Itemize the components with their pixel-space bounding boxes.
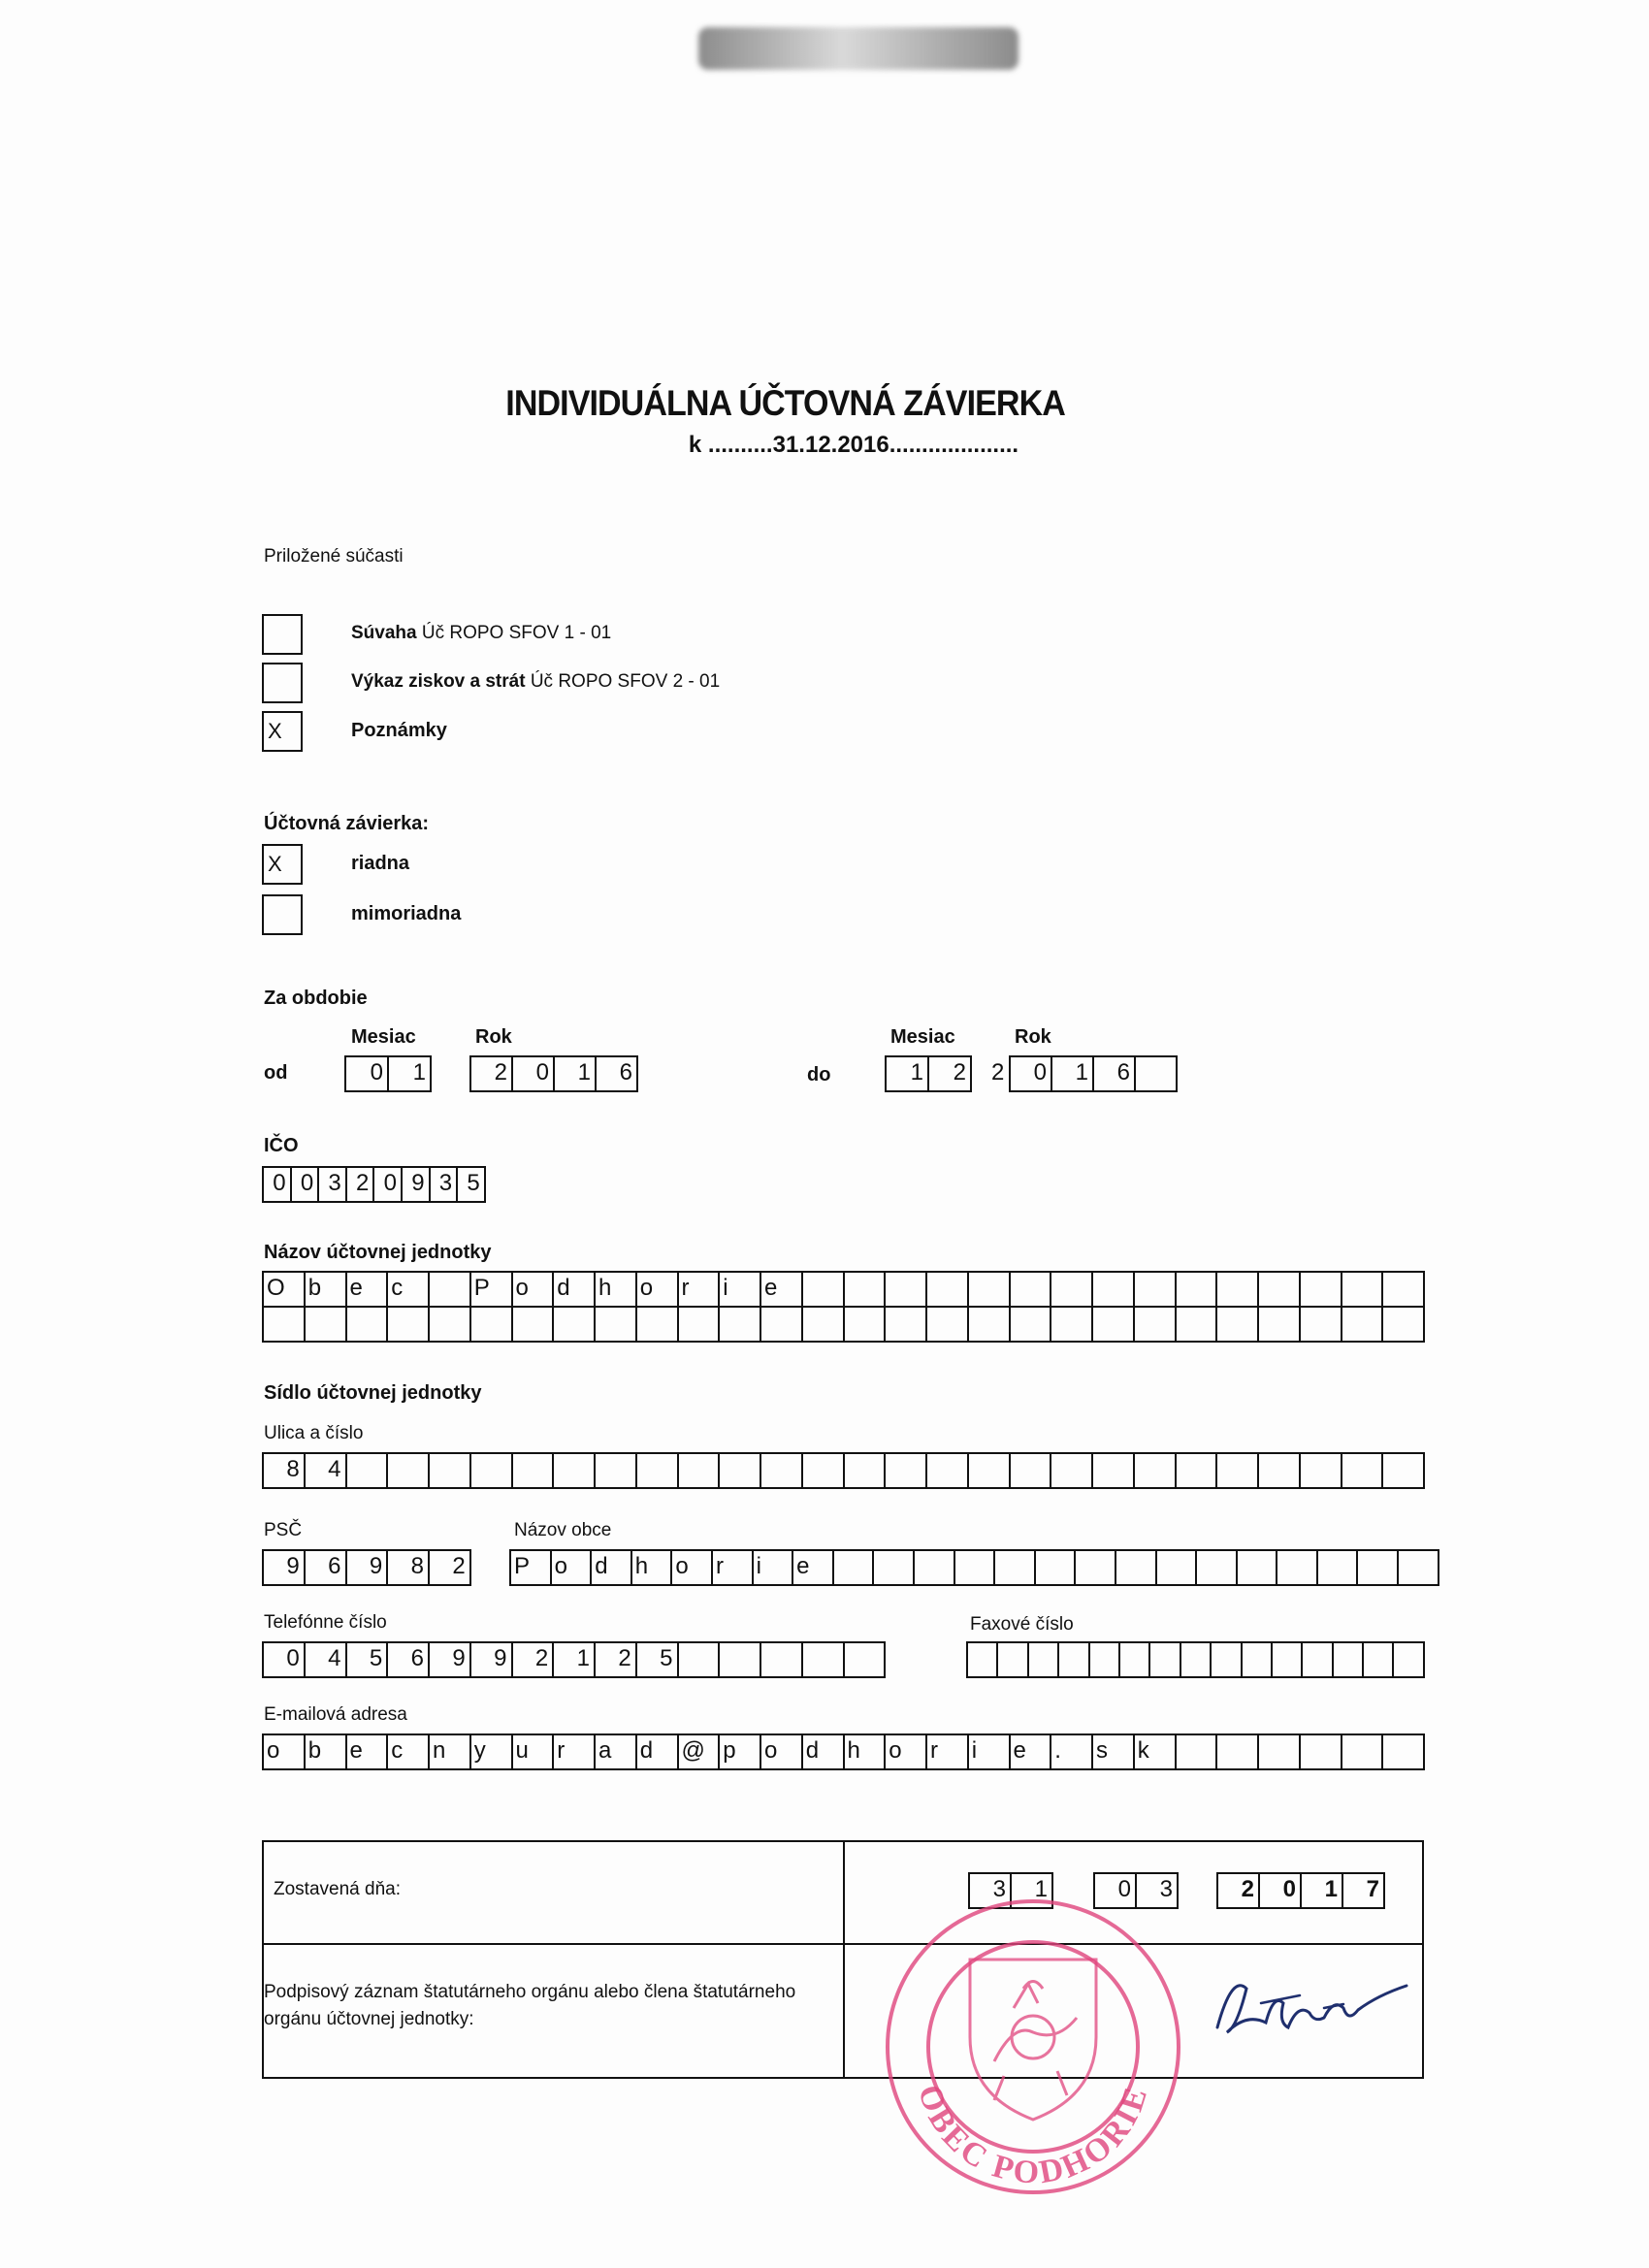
street-cell	[886, 1454, 927, 1487]
unit-name-cell	[845, 1306, 887, 1341]
city-cell: i	[754, 1551, 794, 1584]
fax-cell	[968, 1643, 998, 1676]
attachment-income-label	[351, 671, 720, 693]
street-cell	[513, 1454, 555, 1487]
from-month-cell: 1	[389, 1057, 432, 1090]
unit-name-cell: h	[596, 1273, 637, 1306]
unit-name-cell	[1093, 1306, 1135, 1341]
email-cell	[1383, 1735, 1425, 1768]
unit-name-field-row2[interactable]	[262, 1306, 1425, 1343]
phone-cell	[761, 1643, 803, 1676]
email-cell: y	[471, 1735, 513, 1768]
ico-label: IČO	[264, 1135, 299, 1156]
phone-cell: 9	[430, 1643, 471, 1676]
to-year-cell: 6	[1094, 1057, 1136, 1090]
redacted-header-smudge	[698, 27, 1018, 70]
city-cell: d	[592, 1551, 632, 1584]
unit-name-cell	[803, 1273, 845, 1306]
street-cell	[1259, 1454, 1301, 1487]
phone-cell	[679, 1643, 721, 1676]
unit-name-cell	[388, 1306, 430, 1341]
unit-name-cell	[886, 1273, 927, 1306]
unit-name-cell	[1259, 1273, 1301, 1306]
email-cell: h	[845, 1735, 887, 1768]
handwritten-signature	[1208, 1969, 1411, 2057]
ico-cell: 0	[264, 1168, 292, 1201]
street-cell	[1011, 1454, 1052, 1487]
psc-cell: 9	[347, 1551, 389, 1584]
street-cell	[637, 1454, 679, 1487]
unit-name-cell	[554, 1306, 596, 1341]
street-cell	[969, 1454, 1011, 1487]
unit-name-label: Názov účtovnej jednotky	[264, 1242, 492, 1263]
city-cell	[1238, 1551, 1278, 1584]
unit-name-cell	[306, 1306, 347, 1341]
compiled-month-cell: 0	[1095, 1874, 1137, 1907]
address-heading: Sídlo účtovnej jednotky	[264, 1382, 482, 1404]
unit-name-cell	[1383, 1306, 1425, 1341]
street-cell	[927, 1454, 969, 1487]
attachment-balance-label	[351, 623, 611, 644]
email-cell	[1342, 1735, 1384, 1768]
compiled-year-cell: 0	[1260, 1874, 1302, 1907]
city-field[interactable]	[509, 1549, 1439, 1586]
phone-cell: 5	[347, 1643, 389, 1676]
unit-name-cell	[596, 1306, 637, 1341]
street-cell	[1301, 1454, 1342, 1487]
to-month-cell: 1	[887, 1057, 929, 1090]
ico-cell: 9	[403, 1168, 431, 1201]
compiled-day-cell: 1	[1012, 1874, 1053, 1907]
ico-cell: 0	[292, 1168, 320, 1201]
ico-cell: 2	[347, 1168, 375, 1201]
city-cell: e	[793, 1551, 834, 1584]
closing-type-heading: Účtovná závierka:	[264, 813, 430, 834]
email-cell: a	[596, 1735, 637, 1768]
street-cell	[1383, 1454, 1425, 1487]
unit-name-cell	[1011, 1306, 1052, 1341]
unit-name-cell	[471, 1306, 513, 1341]
to-year-cell	[1136, 1057, 1178, 1090]
city-cell	[834, 1551, 875, 1584]
unit-name-cell: e	[761, 1273, 803, 1306]
unit-name-field-row1[interactable]	[262, 1271, 1425, 1308]
phone-cell: 9	[471, 1643, 513, 1676]
stamp-rings	[888, 1901, 1179, 2192]
to-month-label: Mesiac	[890, 1026, 955, 1048]
email-cell	[1301, 1735, 1342, 1768]
email-label: E-mailová adresa	[264, 1704, 407, 1725]
city-cell	[1358, 1551, 1399, 1584]
signature-table-divider	[843, 1840, 845, 2079]
psc-cell: 6	[306, 1551, 347, 1584]
unit-name-cell: P	[471, 1273, 513, 1306]
street-label: Ulica a číslo	[264, 1423, 364, 1443]
fax-cell	[1303, 1643, 1333, 1676]
stamp-text: OBEC PODHORIE	[910, 2080, 1155, 2191]
unit-name-cell: d	[554, 1273, 596, 1306]
city-cell	[1157, 1551, 1198, 1584]
phone-cell	[845, 1643, 887, 1676]
compiled-day-cell: 3	[970, 1874, 1012, 1907]
attachment-income-checkbox[interactable]	[262, 663, 303, 703]
unit-name-cell: o	[513, 1273, 555, 1306]
unit-name-cell	[264, 1306, 306, 1341]
unit-name-cell	[347, 1306, 389, 1341]
email-cell: k	[1135, 1735, 1177, 1768]
street-cell	[1342, 1454, 1384, 1487]
phone-cell	[803, 1643, 845, 1676]
unit-name-cell	[430, 1306, 471, 1341]
street-cell: 4	[306, 1454, 347, 1487]
email-cell: b	[306, 1735, 347, 1768]
unit-name-cell	[1342, 1273, 1384, 1306]
street-cell	[596, 1454, 637, 1487]
to-month-cell: 2	[929, 1057, 972, 1090]
street-cell	[720, 1454, 761, 1487]
street-cell	[761, 1454, 803, 1487]
from-month-label: Mesiac	[351, 1026, 416, 1048]
unit-name-cell	[720, 1306, 761, 1341]
street-field[interactable]	[262, 1452, 1425, 1489]
to-year-label: Rok	[1015, 1026, 1051, 1048]
street-cell	[1217, 1454, 1259, 1487]
phone-cell: 2	[596, 1643, 637, 1676]
coat-of-arms-icon	[970, 1960, 1096, 2120]
unit-name-cell	[1301, 1273, 1342, 1306]
fax-cell	[1212, 1643, 1242, 1676]
email-cell: o	[761, 1735, 803, 1768]
unit-name-cell: e	[347, 1273, 389, 1306]
attachment-notes-label: Poznámky	[351, 720, 447, 741]
fax-cell	[1273, 1643, 1303, 1676]
city-cell	[874, 1551, 915, 1584]
page-title: INDIVIDUÁLNA ÚČTOVNÁ ZÁVIERKA	[505, 383, 1065, 423]
ico-cell: 5	[458, 1168, 486, 1201]
unit-name-cell	[430, 1273, 471, 1306]
to-year-field[interactable]	[1009, 1055, 1178, 1092]
street-cell	[388, 1454, 430, 1487]
unit-name-cell	[1135, 1306, 1177, 1341]
unit-name-cell	[927, 1273, 969, 1306]
street-cell	[554, 1454, 596, 1487]
fax-label: Faxové číslo	[970, 1614, 1074, 1635]
from-year-field[interactable]	[469, 1055, 638, 1092]
city-cell	[995, 1551, 1036, 1584]
email-cell: @	[679, 1735, 721, 1768]
city-cell: o	[672, 1551, 713, 1584]
compiled-year-cell: 2	[1218, 1874, 1260, 1907]
fax-cell	[1243, 1643, 1273, 1676]
city-cell	[1277, 1551, 1318, 1584]
city-cell	[1197, 1551, 1238, 1584]
compiled-month-cell: 3	[1137, 1874, 1179, 1907]
closing-extraordinary-label: mimoriadna	[351, 903, 462, 924]
email-field[interactable]	[262, 1733, 1425, 1770]
email-cell: i	[969, 1735, 1011, 1768]
city-cell	[955, 1551, 996, 1584]
city-cell	[1318, 1551, 1359, 1584]
city-cell: h	[632, 1551, 673, 1584]
ico-cell: 3	[431, 1168, 459, 1201]
city-cell	[1036, 1551, 1077, 1584]
phone-label: Telefónne číslo	[264, 1612, 387, 1633]
email-cell: o	[264, 1735, 306, 1768]
fax-cell	[1029, 1643, 1059, 1676]
phone-field[interactable]	[262, 1641, 886, 1678]
street-cell	[845, 1454, 887, 1487]
from-year-cell: 1	[555, 1057, 597, 1090]
unit-name-cell	[1217, 1306, 1259, 1341]
closing-regular-label: riadna	[351, 853, 410, 874]
fax-cell	[1334, 1643, 1364, 1676]
unit-name-cell	[803, 1306, 845, 1341]
compiled-date-label: Zostavená dňa:	[274, 1879, 401, 1899]
phone-cell: 2	[513, 1643, 555, 1676]
official-stamp	[878, 1892, 1188, 2202]
unit-name-cell	[761, 1306, 803, 1341]
ico-field[interactable]	[262, 1166, 486, 1203]
compiled-year-cell: 7	[1343, 1874, 1385, 1907]
unit-name-cell	[637, 1306, 679, 1341]
fax-cell	[1059, 1643, 1089, 1676]
email-cell: o	[886, 1735, 927, 1768]
email-cell: c	[388, 1735, 430, 1768]
street-cell	[1093, 1454, 1135, 1487]
to-label: do	[807, 1064, 831, 1085]
email-cell: e	[347, 1735, 389, 1768]
city-cell	[1076, 1551, 1116, 1584]
city-label: Názov obce	[514, 1520, 612, 1540]
psc-cell: 8	[388, 1551, 430, 1584]
attachments-heading: Priložené súčasti	[264, 546, 404, 567]
closing-regular-checkbox[interactable]: X	[262, 844, 303, 885]
to-year-cell: 1	[1052, 1057, 1094, 1090]
unit-name-cell	[513, 1306, 555, 1341]
city-cell	[915, 1551, 955, 1584]
ico-cell: 0	[374, 1168, 403, 1201]
email-cell: r	[554, 1735, 596, 1768]
street-cell	[1051, 1454, 1093, 1487]
email-cell: e	[1011, 1735, 1052, 1768]
psc-label: PSČ	[264, 1520, 303, 1540]
street-cell	[347, 1454, 389, 1487]
email-cell: n	[430, 1735, 471, 1768]
unit-name-cell	[1217, 1273, 1259, 1306]
unit-name-cell: b	[306, 1273, 347, 1306]
city-cell	[1399, 1551, 1439, 1584]
from-year-cell: 2	[471, 1057, 513, 1090]
unit-name-cell	[1177, 1273, 1218, 1306]
signature-table-row-divider	[262, 1943, 1424, 1945]
attachment-notes-checkbox[interactable]: X	[262, 711, 303, 752]
unit-name-cell: O	[264, 1273, 306, 1306]
street-cell	[430, 1454, 471, 1487]
fax-cell	[1150, 1643, 1180, 1676]
unit-name-cell: c	[388, 1273, 430, 1306]
city-cell: o	[552, 1551, 593, 1584]
unit-name-cell	[1051, 1273, 1093, 1306]
unit-name-cell	[845, 1273, 887, 1306]
ico-cell: 3	[319, 1168, 347, 1201]
unit-name-cell: o	[637, 1273, 679, 1306]
phone-cell	[720, 1643, 761, 1676]
attachment-income-bold: Výkaz ziskov a strát	[351, 671, 526, 692]
to-year-cell: 0	[1011, 1057, 1052, 1090]
phone-cell: 1	[554, 1643, 596, 1676]
email-cell: d	[637, 1735, 679, 1768]
email-cell: d	[803, 1735, 845, 1768]
city-cell: r	[713, 1551, 754, 1584]
email-cell: s	[1093, 1735, 1135, 1768]
fax-cell	[1394, 1643, 1424, 1676]
email-cell	[1259, 1735, 1301, 1768]
street-cell	[1177, 1454, 1218, 1487]
city-cell	[1116, 1551, 1157, 1584]
attachment-balance-code: Úč ROPO SFOV 1 - 01	[421, 623, 612, 643]
street-cell	[679, 1454, 721, 1487]
from-year-label: Rok	[475, 1026, 512, 1048]
unit-name-cell	[1301, 1306, 1342, 1341]
phone-cell: 4	[306, 1643, 347, 1676]
attachment-balance-checkbox[interactable]	[262, 614, 303, 655]
unit-name-cell	[969, 1273, 1011, 1306]
unit-name-cell: r	[679, 1273, 721, 1306]
unit-name-cell	[1342, 1306, 1384, 1341]
phone-cell: 5	[637, 1643, 679, 1676]
from-label: od	[264, 1062, 288, 1084]
psc-cell: 2	[430, 1551, 471, 1584]
email-cell: p	[720, 1735, 761, 1768]
compiled-year-field[interactable]	[1216, 1872, 1385, 1909]
fax-field[interactable]	[966, 1641, 1425, 1678]
email-cell	[1177, 1735, 1218, 1768]
unit-name-cell	[1177, 1306, 1218, 1341]
psc-cell: 9	[264, 1551, 306, 1584]
to-year-prefix: 2	[991, 1059, 1005, 1085]
email-cell: u	[513, 1735, 555, 1768]
closing-extraordinary-checkbox[interactable]	[262, 894, 303, 935]
unit-name-cell	[969, 1306, 1011, 1341]
street-cell	[1135, 1454, 1177, 1487]
unit-name-cell	[1011, 1273, 1052, 1306]
unit-name-cell	[1051, 1306, 1093, 1341]
fax-cell	[998, 1643, 1028, 1676]
psc-field[interactable]	[262, 1549, 471, 1586]
email-cell: .	[1051, 1735, 1093, 1768]
street-cell	[803, 1454, 845, 1487]
city-cell: P	[511, 1551, 552, 1584]
from-month-cell: 0	[346, 1057, 389, 1090]
unit-name-cell	[1259, 1306, 1301, 1341]
period-heading: Za obdobie	[264, 988, 368, 1009]
signature-label: Podpisový záznam štatutárneho orgánu alebo člena štatutárneho orgánu účtovnej jednotky:	[264, 1982, 796, 2029]
unit-name-cell	[927, 1306, 969, 1341]
street-cell: 8	[264, 1454, 306, 1487]
attachment-balance-bold: Súvaha	[351, 623, 417, 643]
street-cell	[471, 1454, 513, 1487]
to-month-field[interactable]	[885, 1055, 972, 1092]
phone-cell: 0	[264, 1643, 306, 1676]
unit-name-cell	[1135, 1273, 1177, 1306]
compiled-year-cell: 1	[1302, 1874, 1343, 1907]
from-year-cell: 0	[513, 1057, 555, 1090]
fax-cell	[1120, 1643, 1150, 1676]
phone-cell: 6	[388, 1643, 430, 1676]
page-subtitle: k ..........31.12.2016....................	[688, 432, 1019, 458]
email-cell: r	[927, 1735, 969, 1768]
unit-name-cell	[679, 1306, 721, 1341]
from-month-field[interactable]	[344, 1055, 432, 1092]
email-cell	[1217, 1735, 1259, 1768]
fax-cell	[1364, 1643, 1394, 1676]
unit-name-cell	[1383, 1273, 1425, 1306]
fax-cell	[1090, 1643, 1120, 1676]
from-year-cell: 6	[597, 1057, 638, 1090]
unit-name-cell	[886, 1306, 927, 1341]
attachment-income-code: Úč ROPO SFOV 2 - 01	[530, 671, 721, 692]
unit-name-cell	[1093, 1273, 1135, 1306]
fax-cell	[1181, 1643, 1212, 1676]
unit-name-cell: i	[720, 1273, 761, 1306]
